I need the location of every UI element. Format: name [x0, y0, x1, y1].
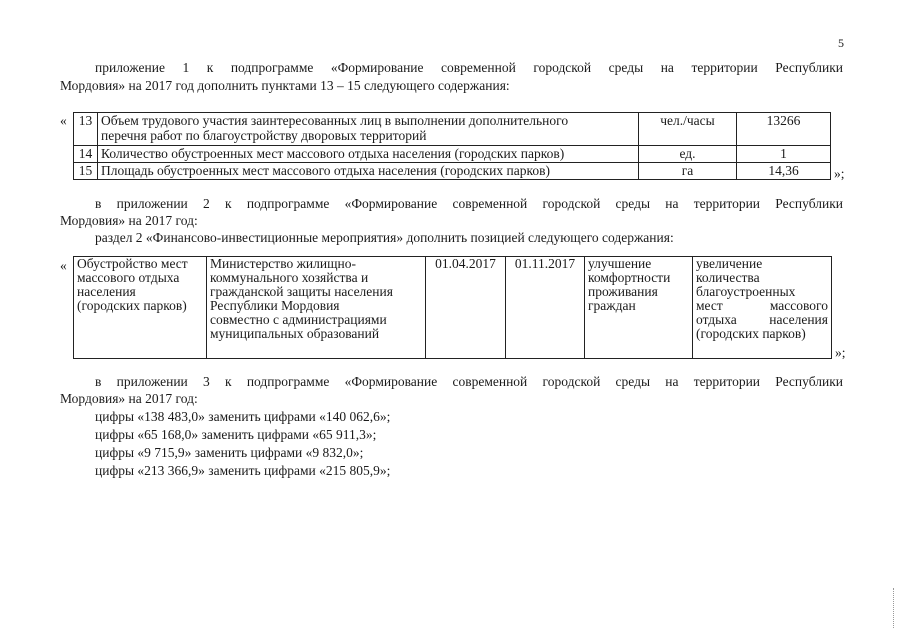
page-number: 5	[838, 36, 844, 50]
table2-executor-line: гражданской защиты населения	[210, 284, 393, 299]
table2-executor-line: коммунального хозяйства и	[210, 270, 369, 285]
table2-indicator-line: отдыха населения	[696, 312, 828, 327]
table2-end-date: 01.11.2017	[506, 257, 585, 359]
table2-measure	[74, 257, 207, 359]
table1-row	[74, 163, 831, 180]
table2-result-line: улучшение	[588, 256, 652, 271]
table1-unit: чел./часы	[639, 113, 737, 146]
table2-result	[585, 257, 693, 359]
table1-text	[98, 113, 639, 146]
table2-executor-line: Республики Мордовия	[210, 298, 340, 313]
table2-measure-line: (городских парков)	[77, 298, 187, 313]
table2-indicator-line: (городских парков)	[696, 326, 806, 341]
table1-num: 14	[74, 146, 98, 163]
para3-line2: Мордовия» на 2017 год:	[60, 391, 198, 406]
table2-executor	[207, 257, 426, 359]
change-line: цифры «138 483,0» заменить цифрами «140 062,6»;	[95, 409, 391, 424]
change-line: цифры «9 715,9» заменить цифрами «9 832,0»;	[95, 445, 364, 460]
table2-result-line: проживания	[588, 284, 658, 299]
table2-measure-line: массового отдыха	[77, 270, 180, 285]
table2-indicator-line: увеличение	[696, 256, 763, 271]
change-line: цифры «65 168,0» заменить цифрами «65 911,3»;	[95, 427, 377, 442]
table2-result-line: комфортности	[588, 270, 671, 285]
table2-indicator-line: количества	[696, 270, 760, 285]
table1-value: 13266	[737, 113, 831, 146]
table2-close-quote: »;	[835, 345, 846, 360]
table1-row	[74, 146, 831, 163]
table1-num: 13	[74, 113, 98, 146]
table1-text-line: перечня работ по благоустройству дворовых территорий	[101, 128, 427, 143]
table1-value: 1	[737, 146, 831, 163]
table1-text: Площадь обустроенных мест массового отдыха населения (городских парков)	[98, 163, 639, 180]
table2	[73, 256, 832, 359]
para1-line1: приложение 1 к подпрограмме «Формирование современной городской среды на территории Республики	[95, 60, 843, 75]
table2-executor-line: муниципальных образований	[210, 326, 380, 341]
table1-text: Количество обустроенных мест массового отдыха населения (городских парков)	[98, 146, 639, 163]
table2-row	[74, 257, 832, 359]
table1-text-line: Объем трудового участия заинтересованных лиц в выполнении дополнительного	[101, 113, 569, 128]
table2-result-line: граждан	[588, 298, 636, 313]
table1-unit: ед.	[639, 146, 737, 163]
table1-num: 15	[74, 163, 98, 180]
table2-executor-line: Министерство жилищно-	[210, 256, 356, 271]
table2-indicator	[693, 257, 832, 359]
para3-line1: в приложении 3 к подпрограмме «Формирование современной городской среды на территории Республики	[95, 374, 843, 389]
table1-row	[74, 113, 831, 146]
table2-indicator-line: благоустроенных	[696, 284, 796, 299]
scan-edge-mark	[893, 588, 895, 628]
table2-measure-line: Обустройство мест	[77, 256, 188, 271]
para2-line2: Мордовия» на 2017 год:	[60, 213, 198, 228]
table2-start-date: 01.04.2017	[426, 257, 506, 359]
table1	[73, 112, 831, 180]
para2-line1: в приложении 2 к подпрограмме «Формирование современной городской среды на территории Республики	[95, 196, 843, 211]
para1-line2: Мордовия» на 2017 год дополнить пунктами 13 – 15 следующего содержания:	[60, 78, 510, 93]
table2-executor-line: совместно с администрациями	[210, 312, 387, 327]
change-line: цифры «213 366,9» заменить цифрами «215 805,9»;	[95, 463, 391, 478]
table1-close-quote: »;	[834, 166, 845, 181]
table1-value: 14,36	[737, 163, 831, 180]
para2-line3: раздел 2 «Финансово-инвестиционные мероприятия» дополнить позицией следующего содержания:	[95, 230, 674, 245]
table1-unit: га	[639, 163, 737, 180]
table1-open-quote: «	[60, 113, 67, 128]
table2-measure-line: населения	[77, 284, 136, 299]
table2-indicator-line: мест массового	[696, 298, 828, 313]
table2-open-quote: «	[60, 258, 67, 273]
